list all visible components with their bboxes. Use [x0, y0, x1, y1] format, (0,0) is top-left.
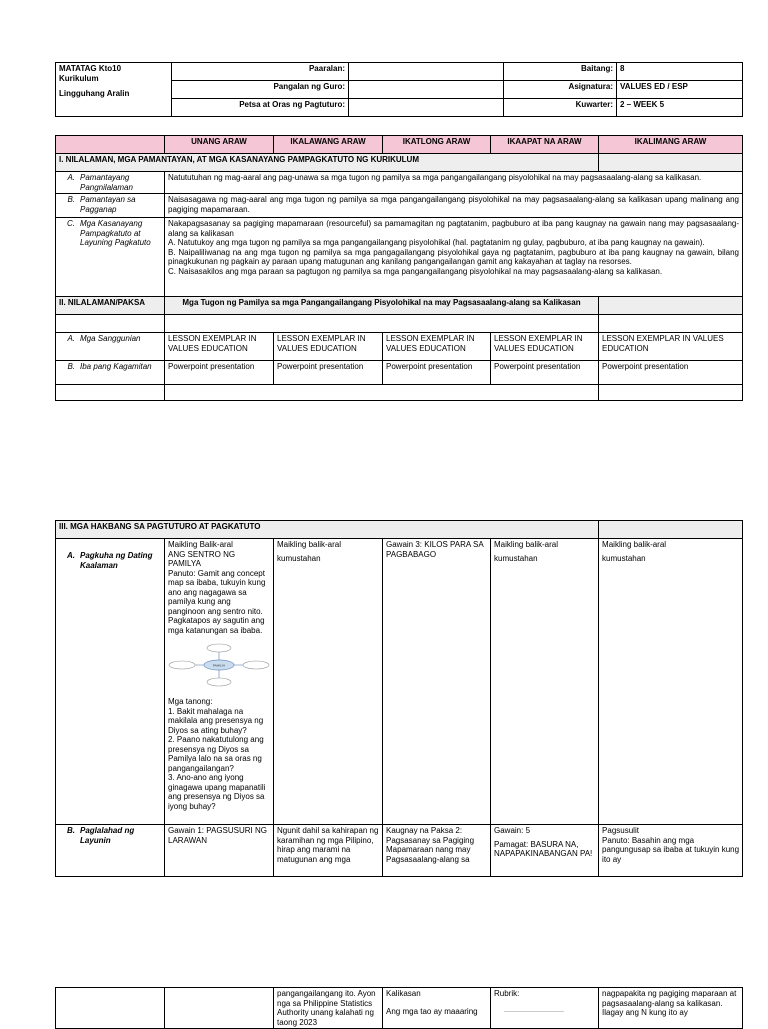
section-2-topic-blank: [599, 297, 743, 315]
section-3-b-label: Paglalahad ng Layunin: [80, 826, 135, 845]
page-2-day-5: nagpapakita ng pagiging maparaan at pagsasaalang-alang sa kalikasan. Ilagay ang N kung ito ay: [599, 988, 743, 1029]
paaralan-value: [349, 63, 504, 81]
pagkuha-day-1-line-2: ANG SENTRO NG PAMILYA: [168, 549, 236, 568]
pagkuha-day-2: [274, 539, 383, 825]
section-2-end-blank-1: [56, 385, 165, 401]
rubrik-table-preview: [504, 1011, 564, 1016]
section-1-c-text-2: A. Natutukoy ang mga tugon ng pamilya sa mga pangangailangang pisyolohikal (hal. pagtatanim ng gulay, pagbuburo, at iba pang kaugnay na gawain).: [168, 238, 705, 247]
lesson-table-section-3: [55, 520, 743, 877]
page-2-day-3-line-1: Kalikasan: [386, 989, 421, 998]
section-1-c-label: Mga Kasanayang Pampagkatuto at Layuning Pagkatuto: [80, 219, 151, 247]
day-header-3: IKATLONG ARAW: [383, 136, 491, 154]
kagamitan-day-5: Powerpoint presentation: [599, 361, 743, 385]
paglalahad-day-3: Kaugnay na Paksa 2: Pagsasanay sa Pagiging Mapamaraan nang may Pagsasaalang-alang sa: [383, 825, 491, 877]
kagamitan-day-2: Powerpoint presentation: [274, 361, 383, 385]
section-1-b-key: B.: [67, 195, 75, 204]
days-header-blank: [56, 136, 165, 154]
pagkuha-day-5: [599, 539, 743, 825]
pagkuha-day-1: [165, 539, 274, 825]
petsa-label: Petsa at Oras ng Pagtuturo:: [172, 99, 349, 117]
guro-label: Pangalan ng Guro:: [172, 81, 349, 99]
day-header-1: UNANG ARAW: [165, 136, 274, 154]
section-2-spacer-3: [599, 315, 743, 333]
guro-value: [349, 81, 504, 99]
kuwarter-value: 2 – WEEK 5: [617, 99, 743, 117]
pagkuha-day-4-line-2: kumustahan: [494, 553, 538, 563]
paglalahad-day-5-line-1: Pagsusulit: [602, 826, 639, 835]
sanggunian-day-3: LESSON EXEMPLAR IN VALUES EDUCATION: [383, 333, 491, 361]
pagkuha-day-3-line-1: Gawain 3: KILOS PARA SA PAGBABAGO: [386, 540, 484, 559]
pagkuha-day-4: [491, 539, 599, 825]
pagkuha-day-5-line-2: kumustahan: [602, 553, 646, 563]
page-2-day-4-rubrik: Rubrik:: [494, 989, 520, 998]
section-1-a-label-cell: [56, 172, 165, 194]
pagkuha-day-1-line-1: Maikling Balik-aral: [168, 540, 233, 549]
pagkuha-day-4-line-1: Maikling balik-aral: [494, 540, 559, 549]
pagkuha-day-1-line-3: Panuto: Gamit ang concept map sa ibaba, tukuyin kung ano ang nagagawa sa pamilya kung ang panginoon ang sentro nito. Pagkatapos ay sagutin ang mga katanungan sa ibaba.: [168, 568, 266, 635]
section-2-end-blank-2: [165, 385, 599, 401]
header-table: [55, 62, 743, 117]
page-2-blank-label: [56, 988, 165, 1029]
section-1-a-key: A.: [67, 173, 75, 182]
sanggunian-day-5: LESSON EXEMPLAR IN VALUES EDUCATION: [599, 333, 743, 361]
lingguhang-label: Lingguhang Aralin: [59, 89, 130, 98]
section-1-b-label: Pamantayan sa Pagganap: [80, 195, 136, 214]
tanong-3: 3. Ano-ano ang iyong ginagawa upang mapanatili ang presensya ng Diyos sa iyong buhay?: [168, 773, 266, 811]
concept-map-diagram: [168, 643, 270, 687]
paglalahad-day-5-line-2: Panuto: Basahin ang mga pangungusap sa ibaba at tukuyin kung ito ay: [602, 835, 740, 864]
section-3-a-label-cell: [56, 539, 165, 825]
concept-map: [168, 643, 270, 691]
petsa-value: [349, 99, 504, 117]
curriculum-title-cell: [56, 63, 172, 117]
section-2-spacer-1: [56, 315, 165, 333]
page-2-blank-day-1: [165, 988, 274, 1029]
lesson-table-sections-1-2: [55, 135, 743, 401]
asignatura-value: VALUES ED / ESP: [617, 81, 743, 99]
section-3-a-label: Pagkuha ng Dating Kaalaman: [80, 551, 153, 570]
section-1-c-text-1: Nakapagsasanay sa pagiging mapamaraan (resourceful) sa pamamagitan ng pagtatanim, pagbuburo at iba pang kaugnay na gawain nang may pagsasaalang-alang sa kalikasan: [168, 219, 739, 238]
pagkuha-day-5-line-1: Maikling balik-aral: [602, 540, 667, 549]
section-3-b-key: B.: [67, 826, 75, 835]
kagamitan-day-4: Powerpoint presentation: [491, 361, 599, 385]
day-header-4: IKAAPAT NA ARAW: [491, 136, 599, 154]
section-2-topic: Mga Tugon ng Pamilya sa mga Pangangailangang Pisyolohikal na may Pagsasaalang-alang sa Kalikasan: [165, 297, 599, 315]
page-2-day-2: pangangailangang ito. Ayon nga sa Philippine Statistics Authority unang kalahati ng taong 2023: [274, 988, 383, 1029]
page-2-day-3: [383, 988, 491, 1029]
paglalahad-day-4-line-2: Pamagat: BASURA NA, NAPAPAKINABANGAN PA!: [494, 839, 593, 858]
section-3-title-blank: [599, 521, 743, 539]
page-2-day-4: [491, 988, 599, 1029]
paglalahad-day-1: Gawain 1: PAGSUSURI NG LARAWAN: [165, 825, 274, 877]
section-2-a-label: Mga Sanggunian: [80, 334, 141, 343]
paglalahad-day-5: [599, 825, 743, 877]
tanong-2: 2. Paano nakatutulong ang presensya ng Diyos sa Pamilya lalo na sa oras ng pangangailangan?: [168, 735, 264, 773]
sanggunian-day-4: LESSON EXEMPLAR IN VALUES EDUCATION: [491, 333, 599, 361]
pagkuha-day-2-line-2: kumustahan: [277, 553, 321, 563]
day-header-2: IKALAWANG ARAW: [274, 136, 383, 154]
section-1-b-text: Naisasagawa ng mag-aaral ang mga tugon ng pamilya sa mga pangangailangang pisyolohikal na may pagsasaalang-alang sa kalikasan upang malinang ang pagiging mapamaraan.: [165, 194, 743, 218]
pagkuha-day-2-line-1: Maikling balik-aral: [277, 540, 342, 549]
tanong-1: 1. Bakit mahalaga na makilala ang presensya ng Diyos sa ating buhay?: [168, 706, 264, 735]
section-3-b-label-cell: [56, 825, 165, 877]
mga-tanong-title: Mga tanong:: [168, 697, 213, 706]
section-2-spacer-2: [165, 315, 599, 333]
section-1-title: I. NILALAMAN, MGA PAMANTAYAN, AT MGA KASANAYANG PAMPAGKATUTO NG KURIKULUM: [56, 154, 599, 172]
section-2-a-key: A.: [67, 334, 75, 343]
page-2-day-3-line-2: Ang mga tao ay maaaring: [386, 1006, 478, 1016]
matatag-label: MATATAG Kto10: [59, 64, 122, 73]
section-1-a-text: Natututuhan ng mag-aaral ang pag-unawa sa mga tugon ng pamilya sa mga pangangailangang pisyolohikal na may pagsasaalang-alang sa kalikasan.: [165, 172, 743, 194]
kagamitan-day-3: Powerpoint presentation: [383, 361, 491, 385]
section-2-title: II. NILALAMAN/PAKSA: [56, 297, 165, 315]
paglalahad-day-2: Ngunit dahil sa kahirapan ng karamihan ng mga Pilipino, hirap ang marami na matugunan ang mga: [274, 825, 383, 877]
section-1-c-text-4: C. Naisasakilos ang mga paraan sa pagtugon ng pamilya sa mga pangangailangang pisyolohikal na may pagsasaalang-alang sa kalikasan.: [168, 266, 663, 276]
page-2-continuation-table: [55, 987, 743, 1029]
concept-map-center: PAMILYA: [212, 663, 226, 668]
section-2-a-label-cell: [56, 333, 165, 361]
section-1-b-label-cell: [56, 194, 165, 218]
day-header-5: IKALIMANG ARAW: [599, 136, 743, 154]
section-1-a-label: Pamantayang Pangnilalaman: [80, 173, 133, 192]
section-2-b-label: Iba pang Kagamitan: [80, 362, 152, 371]
section-1-c-text-cell: [165, 218, 743, 297]
paglalahad-day-4-line-1: Gawain: 5: [494, 826, 531, 835]
section-2-b-key: B.: [67, 362, 75, 371]
section-2-end-blank-3: [599, 385, 743, 401]
section-1-c-label-cell: [56, 218, 165, 297]
paaralan-label: Paaralan:: [172, 63, 349, 81]
section-1-c-text-3: B. Naipaliliwanag na ang mga tugon ng pamilya sa mga pangagailangang pisyolohikal gaya ng pagtatanim, pagbuburo at iba pang kaugnay na gawain, bilang pinagkukunan ng pagkain ay paraan upang matugunan ang kanilang pangangailangan gamit ang kakayahan at taglay na resorses.: [168, 247, 739, 266]
pagkuha-day-3: [383, 539, 491, 825]
paglalahad-day-4: [491, 825, 599, 877]
section-1-c-key: C.: [67, 219, 75, 228]
sanggunian-day-1: LESSON EXEMPLAR IN VALUES EDUCATION: [165, 333, 274, 361]
section-3-a-key: A.: [67, 551, 75, 560]
baitang-label: Baitang:: [504, 63, 617, 81]
asignatura-label: Asignatura:: [504, 81, 617, 99]
kagamitan-day-1: Powerpoint presentation: [165, 361, 274, 385]
sanggunian-day-2: LESSON EXEMPLAR IN VALUES EDUCATION: [274, 333, 383, 361]
section-3-title: III. MGA HAKBANG SA PAGTUTURO AT PAGKATUTO: [56, 521, 599, 539]
section-1-title-blank: [599, 154, 743, 172]
kurikulum-label: Kurikulum: [59, 73, 99, 83]
kuwarter-label: Kuwarter:: [504, 99, 617, 117]
baitang-value: 8: [617, 63, 743, 81]
section-2-b-label-cell: [56, 361, 165, 385]
